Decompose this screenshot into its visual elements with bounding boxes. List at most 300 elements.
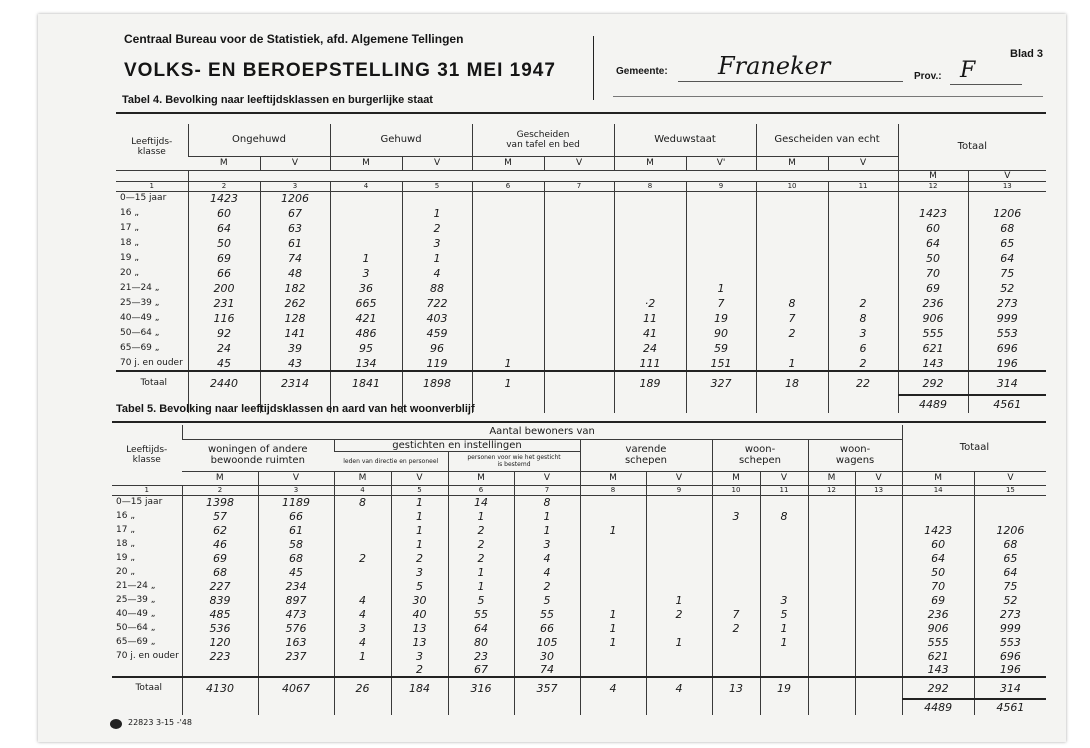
table-row (116, 296, 1046, 311)
tabel5-woningen-header: woningen of andere bewoonde ruimten (207, 444, 308, 466)
table-cell (472, 236, 544, 251)
table-cell (855, 495, 902, 509)
table-row (112, 551, 1046, 565)
table-cell (472, 191, 544, 206)
table-cell: 48 (260, 266, 330, 281)
table-cell: 50 (898, 251, 968, 266)
table-cell: 906 (898, 311, 968, 326)
table-cell (756, 191, 828, 206)
tabel5-top-rule (112, 421, 1046, 423)
table-cell (808, 607, 855, 621)
table-cell: 43 (260, 356, 330, 371)
table-cell: 111 (614, 356, 686, 371)
table-cell: 65 (968, 236, 1046, 251)
age-class-label: Totaal (112, 677, 182, 699)
table-row (112, 495, 1046, 509)
colnum: 11 (828, 181, 898, 191)
colnum: 12 (898, 181, 968, 191)
table-cell: 4067 (258, 677, 334, 699)
colnum: 6 (448, 485, 514, 495)
table-cell: 70 (898, 266, 968, 281)
table-cell: 105 (514, 635, 580, 649)
table-cell: 8 (514, 495, 580, 509)
table-cell: 906 (902, 621, 974, 635)
table-cell: 64 (898, 236, 968, 251)
table-cell: 1 (580, 523, 646, 537)
table-cell: 5 (760, 607, 808, 621)
table-cell (330, 236, 402, 251)
table-cell (580, 537, 646, 551)
table-cell: 1423 (902, 523, 974, 537)
colnum: 13 (855, 485, 902, 495)
table-cell (855, 607, 902, 621)
table-cell: 3 (402, 236, 472, 251)
table-cell (760, 663, 808, 677)
table-cell: 357 (514, 677, 580, 699)
table-cell: 69 (188, 251, 260, 266)
table-cell (808, 635, 855, 649)
sub-m: M (182, 471, 258, 485)
table-cell: 3 (514, 537, 580, 551)
gemeente-line (678, 81, 903, 82)
table-cell (580, 509, 646, 523)
table-cell: 64 (974, 565, 1046, 579)
table-cell: 64 (448, 621, 514, 635)
table-cell: 234 (258, 579, 334, 593)
table-cell (808, 579, 855, 593)
table-cell (686, 266, 756, 281)
table-cell: 120 (182, 635, 258, 649)
table-cell: 40 (391, 607, 448, 621)
table-cell (614, 221, 686, 236)
table-cell (828, 251, 898, 266)
table-cell (258, 663, 334, 677)
age-class-label (112, 663, 182, 677)
grand-total-cell: 4561 (974, 699, 1046, 715)
table-cell (808, 663, 855, 677)
table-cell: 1206 (974, 523, 1046, 537)
table-cell (760, 495, 808, 509)
table-cell: 19 (760, 677, 808, 699)
table-cell (544, 251, 614, 266)
table-cell: 1 (402, 206, 472, 221)
table-row (116, 281, 1046, 296)
table-cell: 189 (614, 371, 686, 395)
table-cell (614, 266, 686, 281)
table-cell: 236 (902, 607, 974, 621)
table-cell (712, 523, 760, 537)
colnum: 1 (112, 485, 182, 495)
table-cell: 1398 (182, 495, 258, 509)
sub-v: V (760, 471, 808, 485)
tabel5-grid (112, 425, 1046, 715)
table-cell: 1 (646, 635, 712, 649)
table-cell: 57 (182, 509, 258, 523)
table-cell (855, 551, 902, 565)
table-row (116, 311, 1046, 326)
table-cell: 64 (968, 251, 1046, 266)
colnum: 9 (686, 181, 756, 191)
table-cell (580, 579, 646, 593)
table-cell: 3 (391, 565, 448, 579)
table-cell: 2 (646, 607, 712, 621)
table-cell: 4 (646, 677, 712, 699)
tabel5-title: Tabel 5. Bevolking naar leeftijdsklassen en aard van het woonverblijf (116, 403, 475, 415)
age-class-label: 40—49 „ (120, 313, 160, 323)
table-row (112, 663, 1046, 677)
table-cell: 576 (258, 621, 334, 635)
table-cell (828, 191, 898, 206)
table-cell (472, 251, 544, 266)
sub-v: V (828, 156, 898, 170)
table-cell: 64 (188, 221, 260, 236)
table-cell (712, 565, 760, 579)
table-cell (828, 236, 898, 251)
table-cell (898, 191, 968, 206)
colnum: 2 (188, 181, 260, 191)
table-cell (646, 663, 712, 677)
table-cell: 182 (260, 281, 330, 296)
table-cell (472, 221, 544, 236)
table-cell: 1 (391, 523, 448, 537)
table-row (116, 236, 1046, 251)
table-cell (646, 523, 712, 537)
table-cell: 223 (182, 649, 258, 663)
table-cell (760, 649, 808, 663)
table-cell: 2 (828, 296, 898, 311)
table-cell: 2314 (260, 371, 330, 395)
table-cell: 292 (902, 677, 974, 699)
table-cell: 134 (330, 356, 402, 371)
header-divider (593, 36, 594, 100)
table-cell: 4 (514, 551, 580, 565)
table-cell: 8 (760, 509, 808, 523)
table-cell (686, 206, 756, 221)
table-cell: 74 (260, 251, 330, 266)
table-cell: 196 (968, 356, 1046, 371)
table-cell (808, 677, 855, 699)
table-cell: 553 (968, 326, 1046, 341)
colnum: 4 (330, 181, 402, 191)
table-cell: 473 (258, 607, 334, 621)
table-cell: 50 (188, 236, 260, 251)
table-cell: 46 (182, 537, 258, 551)
table-cell (544, 356, 614, 371)
table-row (116, 206, 1046, 221)
table-cell (828, 281, 898, 296)
table-cell: 999 (968, 311, 1046, 326)
table-cell (544, 326, 614, 341)
table-cell: 55 (448, 607, 514, 621)
form-title: VOLKS- EN BEROEPSTELLING 31 MEI 1947 (124, 60, 556, 81)
table-cell: 553 (974, 635, 1046, 649)
sub-m: M (330, 156, 402, 170)
age-class-label: 0—15 jaar (120, 193, 167, 204)
table-cell: 897 (258, 593, 334, 607)
age-class-label: 65—69 „ (116, 636, 156, 647)
table-cell (472, 281, 544, 296)
table-cell (855, 537, 902, 551)
table-cell (330, 191, 402, 206)
table-cell: 74 (514, 663, 580, 677)
table-cell: 92 (188, 326, 260, 341)
table-cell (712, 593, 760, 607)
table-cell (756, 221, 828, 236)
table-cell: 999 (974, 621, 1046, 635)
table-cell (472, 311, 544, 326)
sub-m: M (808, 471, 855, 485)
sub-v: V (258, 471, 334, 485)
table-cell: 273 (968, 296, 1046, 311)
table-cell: 64 (902, 551, 974, 565)
table-cell (580, 649, 646, 663)
table-cell: 26 (334, 677, 391, 699)
sub-m: M (614, 156, 686, 170)
table-cell (902, 495, 974, 509)
table-cell (614, 281, 686, 296)
sub-m: M (188, 156, 260, 170)
table-cell: 58 (258, 537, 334, 551)
tabel4-total-row (116, 371, 1046, 395)
table-row (116, 266, 1046, 281)
table-cell: 75 (968, 266, 1046, 281)
table-cell (544, 221, 614, 236)
table-cell: 6 (828, 341, 898, 356)
sub-v: V' (686, 156, 756, 170)
table-cell: 7 (712, 607, 760, 621)
table-cell: 1 (448, 565, 514, 579)
table-cell (756, 266, 828, 281)
table-row (112, 537, 1046, 551)
table-cell: 19 (686, 311, 756, 326)
age-class-label: 21—24 „ (120, 283, 160, 293)
age-class-label: 50—64 „ (120, 328, 160, 338)
sub-m: M (472, 156, 544, 170)
table-cell: 4 (580, 677, 646, 699)
table-cell: 36 (330, 281, 402, 296)
table-cell: 1189 (258, 495, 334, 509)
table-cell: 1 (391, 495, 448, 509)
age-class-label: 17 „ (120, 223, 139, 233)
tabel5-woonschepen-header: woon- schepen (712, 439, 808, 471)
table-cell: 2 (391, 663, 448, 677)
table-cell: 66 (258, 509, 334, 523)
table-cell (760, 579, 808, 593)
table-cell: 1206 (260, 191, 330, 206)
table-cell (855, 579, 902, 593)
table-cell: 621 (898, 341, 968, 356)
table-cell: 196 (974, 663, 1046, 677)
table-cell: 50 (902, 565, 974, 579)
table-cell: 1 (330, 251, 402, 266)
colnum: 3 (258, 485, 334, 495)
table-cell (330, 206, 402, 221)
table-cell (614, 251, 686, 266)
table-cell (646, 579, 712, 593)
tabel5-sub-row (112, 471, 1046, 485)
tabel4-gescheiden-tafel-header: Gescheiden van tafel en bed (472, 124, 614, 156)
table-cell: 1 (760, 635, 808, 649)
table-row (116, 341, 1046, 356)
table-cell: 1 (686, 281, 756, 296)
colnum: 5 (391, 485, 448, 495)
table-cell: 41 (614, 326, 686, 341)
tabel5-gestichten-header: gestichten en instellingen (334, 439, 580, 451)
colnum: 7 (544, 181, 614, 191)
table-cell: 67 (260, 206, 330, 221)
tabel4-title: Tabel 4. Bevolking naar leeftijdsklassen en burgerlijke staat (122, 94, 433, 106)
colnum: 7 (514, 485, 580, 495)
age-class-label: 65—69 „ (120, 343, 160, 353)
age-class-label: 17 „ (116, 524, 135, 535)
table-cell: 314 (974, 677, 1046, 699)
colnum: 1 (116, 181, 188, 191)
age-class-label: 70 j. en ouder (116, 650, 179, 661)
table-cell: 163 (258, 635, 334, 649)
age-class-label: 16 „ (120, 208, 139, 218)
table-cell: 30 (391, 593, 448, 607)
table-cell (760, 565, 808, 579)
table-cell: 5 (391, 579, 448, 593)
table-cell (808, 565, 855, 579)
sub-v: V (855, 471, 902, 485)
table-cell: 70 (902, 579, 974, 593)
table-cell: 7 (756, 311, 828, 326)
table-cell (334, 565, 391, 579)
gemeente-value: Franeker (718, 52, 831, 80)
table-cell (855, 509, 902, 523)
table-cell (614, 236, 686, 251)
colnum: 6 (472, 181, 544, 191)
table-cell: 3 (760, 593, 808, 607)
table-cell: 2 (448, 551, 514, 565)
table-cell: 5 (448, 593, 514, 607)
age-class-label: 70 j. en ouder (120, 357, 183, 368)
table-cell: 60 (902, 537, 974, 551)
table-cell: 1 (580, 635, 646, 649)
sub-m: M (334, 471, 391, 485)
header-rule (613, 96, 1043, 97)
tabel5-bestemd-header: personen voor wie het gesticht is bestemd (448, 451, 580, 471)
table-cell (544, 371, 614, 395)
table-cell (760, 551, 808, 565)
table-row (112, 523, 1046, 537)
table-cell (686, 236, 756, 251)
table-cell (712, 537, 760, 551)
table-cell: 11 (614, 311, 686, 326)
table-cell (855, 663, 902, 677)
table-cell (580, 565, 646, 579)
age-class-label: 21—24 „ (116, 580, 156, 591)
colnum: 3 (260, 181, 330, 191)
table-cell (756, 236, 828, 251)
table-cell (544, 206, 614, 221)
grand-total-cell: 4561 (968, 395, 1046, 413)
table-cell: 555 (902, 635, 974, 649)
table-cell (808, 621, 855, 635)
gemeente-label: Gemeente: (616, 66, 668, 77)
colnum: 5 (402, 181, 472, 191)
table-cell: 30 (514, 649, 580, 663)
table-cell (544, 341, 614, 356)
tabel4-grid (116, 124, 1046, 413)
table-row (112, 509, 1046, 523)
table-cell (808, 495, 855, 509)
table-cell: 96 (402, 341, 472, 356)
table-cell (646, 621, 712, 635)
table-cell: 90 (686, 326, 756, 341)
tabel5-colnum-row (112, 485, 1046, 495)
age-class-label: 25—39 „ (120, 298, 160, 308)
table-cell: 14 (448, 495, 514, 509)
table-cell: 3 (712, 509, 760, 523)
table-cell (472, 326, 544, 341)
colnum: 10 (712, 485, 760, 495)
table-cell: 696 (968, 341, 1046, 356)
sub-m: M (448, 471, 514, 485)
table-cell: 1 (580, 621, 646, 635)
table-cell (828, 266, 898, 281)
bureau-line: Centraal Bureau voor de Statistiek, afd. Algemene Tellingen (124, 32, 464, 46)
sub-v: V (974, 471, 1046, 485)
blad-label: Blad 3 (1010, 48, 1044, 60)
table-cell (756, 341, 828, 356)
table-cell: 1423 (188, 191, 260, 206)
table-cell: 316 (448, 677, 514, 699)
age-class-label: 25—39 „ (116, 594, 156, 605)
table-cell: 68 (258, 551, 334, 565)
table-cell: 59 (686, 341, 756, 356)
tabel4-leeftijd-header: Leeftijds- klasse (131, 136, 173, 157)
sub-v: V (391, 471, 448, 485)
colnum: 9 (646, 485, 712, 495)
age-class-label: Totaal (116, 371, 188, 395)
table-row (116, 251, 1046, 266)
table-cell: 292 (898, 371, 968, 395)
table-cell: 24 (188, 341, 260, 356)
table-cell (334, 579, 391, 593)
table-cell: 459 (402, 326, 472, 341)
table-cell (646, 509, 712, 523)
table-cell (686, 191, 756, 206)
table-cell: 24 (614, 341, 686, 356)
table-cell: 4130 (182, 677, 258, 699)
prov-line (950, 84, 1022, 85)
table-cell (760, 523, 808, 537)
table-cell: 2 (756, 326, 828, 341)
table-cell (614, 191, 686, 206)
table-cell (712, 579, 760, 593)
table-cell (974, 509, 1046, 523)
table-cell: 1 (646, 593, 712, 607)
table-cell: 69 (898, 281, 968, 296)
table-cell: 1 (391, 537, 448, 551)
age-class-label: 19 „ (116, 552, 135, 563)
table-cell: 23 (448, 649, 514, 663)
table-cell: 2440 (188, 371, 260, 395)
tabel4-gehuwd-header: Gehuwd (330, 124, 472, 156)
table-cell: 88 (402, 281, 472, 296)
table-cell: 1 (334, 649, 391, 663)
table-row (116, 326, 1046, 341)
sub-v: V (646, 471, 712, 485)
table-cell (974, 495, 1046, 509)
table-cell (472, 341, 544, 356)
table-cell: 3 (334, 621, 391, 635)
table-cell (334, 663, 391, 677)
table-cell (756, 251, 828, 266)
table-cell: 8 (828, 311, 898, 326)
